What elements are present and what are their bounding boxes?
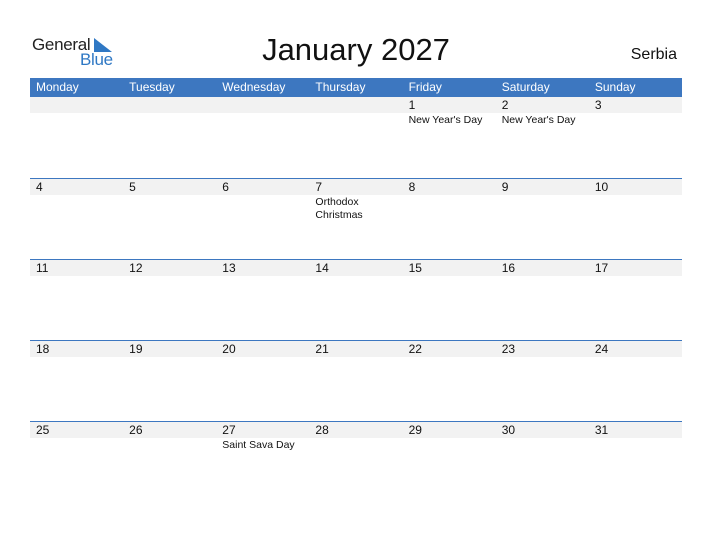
day-cell <box>403 341 496 421</box>
day-cell <box>589 260 682 340</box>
calendar-title: January 2027 <box>262 32 450 67</box>
day-cell <box>309 97 402 178</box>
day-cell <box>123 97 216 178</box>
holiday-label: New Year's Day <box>501 114 576 126</box>
day-number: 29 <box>408 423 422 437</box>
day-number <box>129 97 216 113</box>
day-number: 20 <box>222 342 236 356</box>
day-number: 18 <box>36 342 50 356</box>
weekday-6: Saturday <box>501 80 550 94</box>
day-number: 15 <box>408 261 422 275</box>
day-cell <box>123 179 216 259</box>
day-number: 11 <box>36 261 49 275</box>
day-number: 17 <box>594 261 609 275</box>
day-cell <box>403 97 496 178</box>
day-number: 2 <box>501 98 509 112</box>
day-cell <box>216 422 309 502</box>
day-number: 16 <box>501 261 516 275</box>
day-number: 13 <box>222 261 236 275</box>
day-cell <box>123 341 216 421</box>
day-number: 6 <box>222 180 229 194</box>
day-cell <box>30 179 123 259</box>
weekday-5: Friday <box>408 80 442 94</box>
day-cell <box>309 422 402 502</box>
weekday-1: Monday <box>36 80 79 94</box>
day-number: 3 <box>594 98 602 112</box>
day-number: 31 <box>594 423 609 437</box>
day-number: 14 <box>315 261 329 275</box>
day-cell <box>403 422 496 502</box>
day-cell <box>30 97 123 178</box>
week-row <box>30 421 682 502</box>
day-number <box>222 97 309 113</box>
week-row <box>30 97 682 178</box>
holiday-label: Saint Sava Day <box>222 439 295 451</box>
week-row <box>30 178 682 259</box>
holiday-label: New Year's Day <box>408 114 483 126</box>
day-cell <box>309 341 402 421</box>
day-cell <box>123 422 216 502</box>
day-cell <box>309 179 402 259</box>
day-cell <box>496 341 589 421</box>
day-number: 12 <box>129 261 143 275</box>
day-cell <box>30 341 123 421</box>
day-number: 7 <box>315 180 323 194</box>
week-row <box>30 259 682 340</box>
day-cell <box>403 260 496 340</box>
week-row <box>30 340 682 421</box>
logo-word-general: General <box>32 35 91 54</box>
day-number: 1 <box>408 98 416 112</box>
weekday-4: Thursday <box>315 80 366 94</box>
day-cell <box>216 97 309 178</box>
day-cell <box>216 179 309 259</box>
day-number: 21 <box>315 342 329 356</box>
day-cell <box>496 260 589 340</box>
day-cell <box>496 422 589 502</box>
day-cell <box>403 179 496 259</box>
day-number: 4 <box>36 180 43 194</box>
day-cell <box>589 179 682 259</box>
day-number: 9 <box>501 180 509 194</box>
calendar-grid <box>30 78 682 502</box>
day-number: 28 <box>315 423 329 437</box>
weekday-7: Sunday <box>594 80 636 94</box>
day-number: 30 <box>501 423 516 437</box>
day-cell <box>589 97 682 178</box>
day-number <box>315 97 402 113</box>
day-cell <box>496 179 589 259</box>
day-cell <box>216 260 309 340</box>
day-number: 24 <box>594 342 609 356</box>
holiday-label: Orthodox Christmas <box>315 196 363 221</box>
day-number: 8 <box>408 180 416 194</box>
weekday-3: Wednesday <box>222 80 286 94</box>
weekday-2: Tuesday <box>129 80 175 94</box>
day-cell <box>123 260 216 340</box>
day-cell <box>309 260 402 340</box>
weekday-header <box>30 78 682 97</box>
day-cell <box>30 422 123 502</box>
calendar-weeks <box>30 97 682 502</box>
day-number: 10 <box>594 180 609 194</box>
day-number: 23 <box>501 342 516 356</box>
day-number: 22 <box>408 342 422 356</box>
country-label: Serbia <box>630 46 677 63</box>
day-cell <box>589 422 682 502</box>
day-number: 25 <box>36 423 50 437</box>
day-number: 27 <box>222 423 236 437</box>
day-cell <box>496 97 589 178</box>
day-cell <box>589 341 682 421</box>
day-cell <box>30 260 123 340</box>
logo-word-blue: Blue <box>80 50 113 69</box>
day-number <box>36 97 123 113</box>
day-number: 19 <box>129 342 143 356</box>
day-cell <box>216 341 309 421</box>
day-number: 26 <box>129 423 143 437</box>
day-number: 5 <box>129 180 136 194</box>
